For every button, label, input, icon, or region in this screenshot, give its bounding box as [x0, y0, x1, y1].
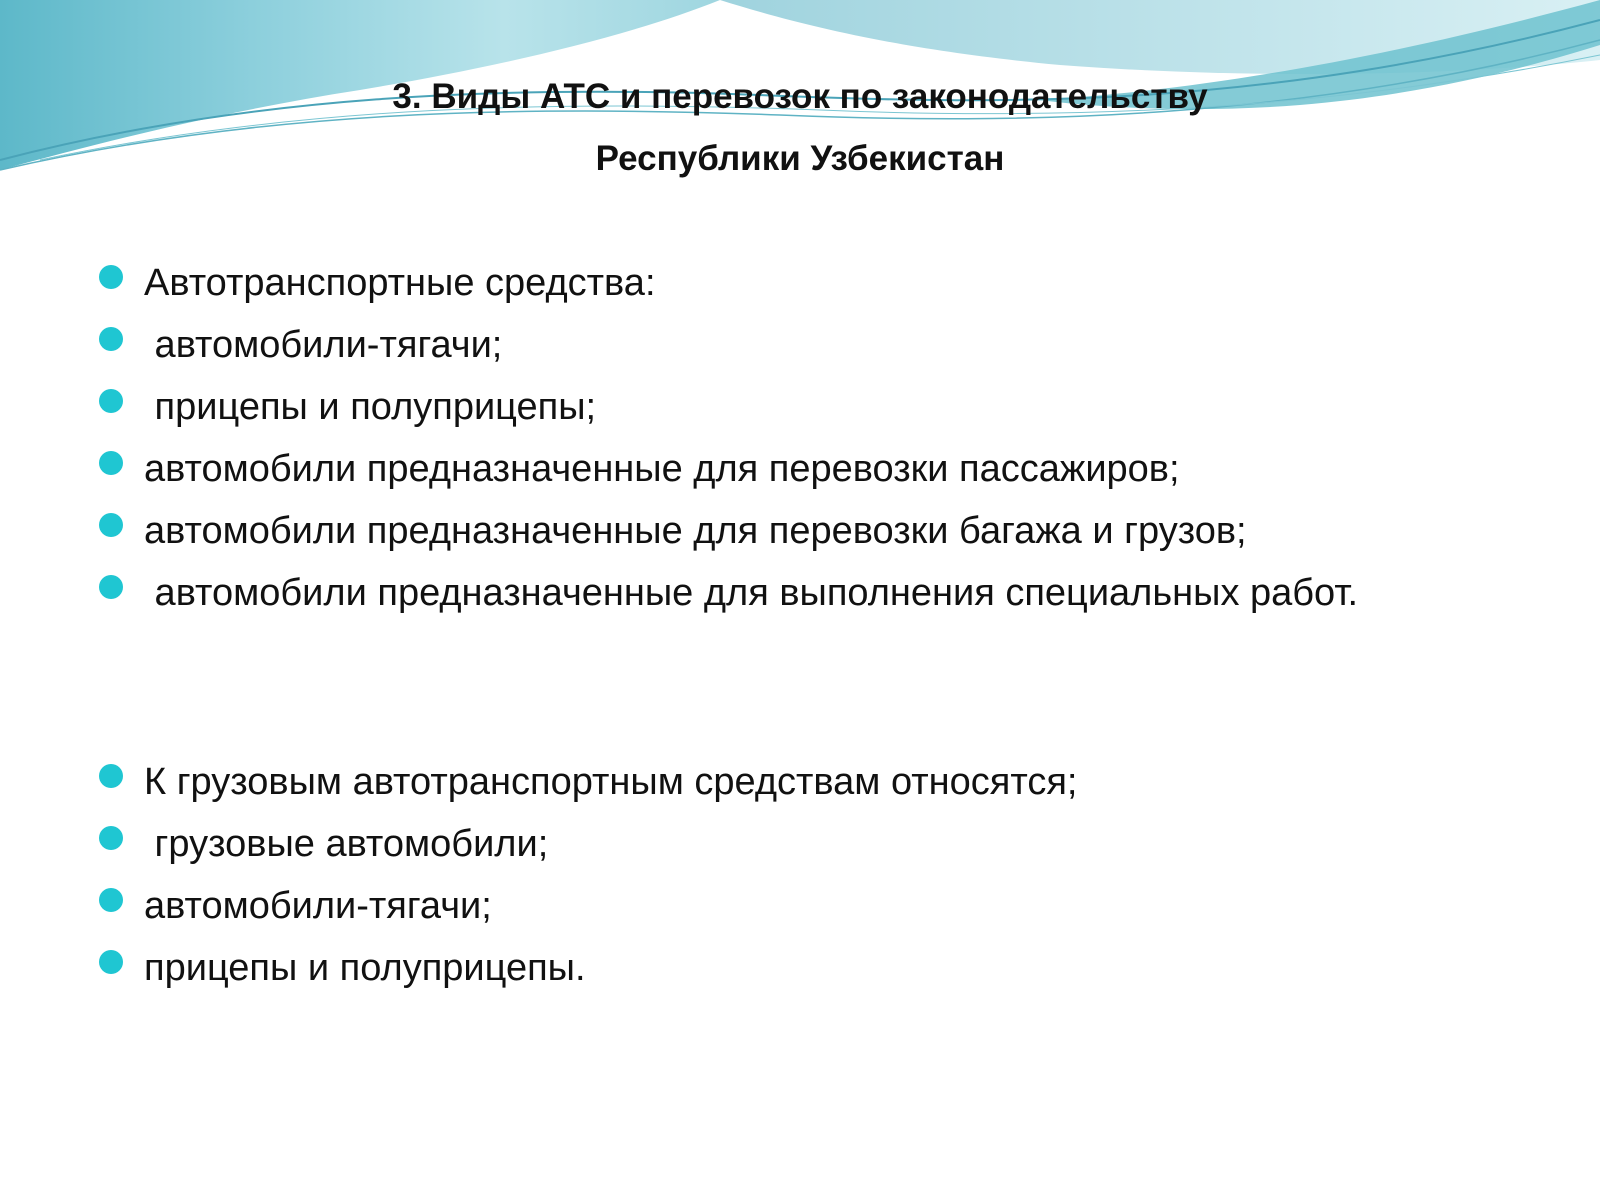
- list-item-text: автомобили предназначенные для выполнения специальных работ.: [144, 572, 1359, 614]
- slide-title: [0, 66, 1600, 190]
- cargo-vehicles-list: [0, 751, 1500, 999]
- list-item: [0, 937, 1500, 999]
- bullet-icon: [99, 950, 123, 974]
- list-item: [0, 376, 1500, 438]
- list-item-text: автомобили предназначенные для перевозки пассажиров;: [144, 448, 1180, 490]
- title-line-1: 3. Виды АТС и перевозок по законодательству: [392, 77, 1208, 116]
- list-item-text: автомобили-тягачи;: [144, 885, 492, 927]
- list-item-text: прицепы и полуприцепы.: [144, 947, 586, 989]
- list-item: [0, 500, 1500, 562]
- list-item: [0, 875, 1500, 937]
- list-item: [0, 314, 1500, 376]
- bullet-icon: [99, 513, 123, 537]
- bullet-icon: [99, 389, 123, 413]
- title-line-2: Республики Узбекистан: [595, 139, 1005, 178]
- list-item: [0, 562, 1500, 624]
- list-item: [0, 438, 1500, 500]
- list-item-text: автомобили предназначенные для перевозки багажа и грузов;: [144, 510, 1247, 552]
- bullet-icon: [99, 764, 123, 788]
- bullet-icon: [99, 888, 123, 912]
- list-item: [0, 813, 1500, 875]
- bullet-icon: [99, 575, 123, 599]
- list-item-text: грузовые автомобили;: [144, 823, 549, 865]
- bullet-icon: [99, 826, 123, 850]
- list-item-text: Автотранспортные средства:: [144, 262, 656, 304]
- bullet-icon: [99, 327, 123, 351]
- list-item-text: прицепы и полуприцепы;: [144, 386, 597, 428]
- vehicle-types-list: [0, 252, 1500, 624]
- list-item-text: автомобили-тягачи;: [144, 324, 503, 366]
- list-item: [0, 252, 1500, 314]
- list-item-text: К грузовым автотранспортным средствам относятся;: [144, 761, 1078, 803]
- list-item: [0, 751, 1500, 813]
- bullet-icon: [99, 265, 123, 289]
- bullet-icon: [99, 451, 123, 475]
